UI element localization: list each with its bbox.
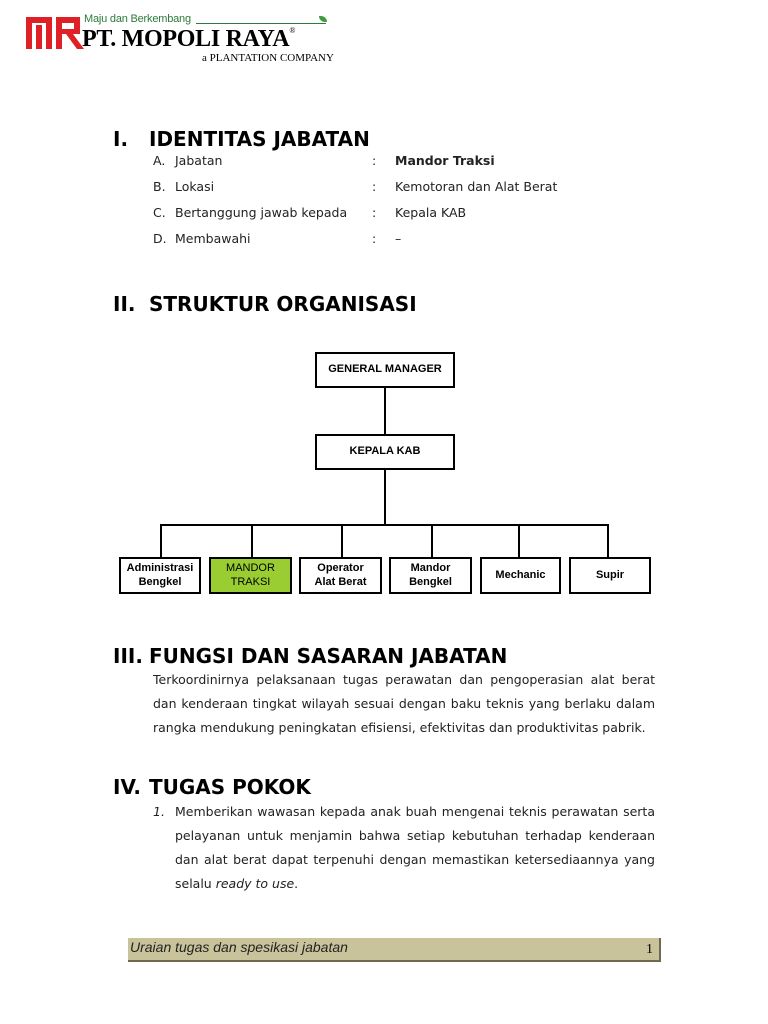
identity-letter: D. — [153, 231, 167, 246]
company-name — [82, 26, 295, 53]
org-box-administrasi-bengkel: Administrasi Bengkel — [119, 557, 201, 594]
section-number: II. — [113, 292, 136, 316]
org-connector — [431, 524, 433, 557]
identity-label: Membawahi — [175, 231, 251, 246]
section-number: I. — [113, 127, 129, 151]
org-connector — [160, 524, 609, 526]
section-number: IV. — [113, 775, 141, 799]
org-box-mandor-bengkel: Mandor Bengkel — [389, 557, 472, 594]
company-subtitle: a PLANTATION COMPANY — [202, 52, 334, 64]
identity-label: Bertanggung jawab kepada — [175, 205, 348, 220]
page-number: 1 — [646, 942, 653, 957]
page-footer — [128, 938, 661, 962]
section-title-text: FUNGSI DAN SASARAN JABATAN — [149, 644, 508, 668]
org-box-mandor-traksi: MANDOR TRAKSI — [209, 557, 292, 594]
org-box-mechanic: Mechanic — [480, 557, 561, 594]
function-paragraph: Terkoordinirnya pelaksanaan tugas perawatan dan pengoperasian alat berat dan kenderaan tingkat wilayah sesuai dengan baku teknis yang berlaku dalam rangka mendukung peningkatan efisiensi, efektivitas dan produktivitas pabrik. — [153, 672, 655, 735]
duty-emphasis: ready to use — [215, 876, 295, 891]
section-title-function — [113, 644, 507, 668]
section-title-duties — [113, 775, 311, 799]
section-title-identity — [113, 127, 370, 151]
leaf-icon — [319, 16, 327, 22]
company-name-text: PT. MOPOLI RAYA — [82, 26, 290, 52]
duty-list-item — [153, 800, 655, 896]
org-connector — [160, 524, 162, 557]
duty-number: 1. — [153, 804, 165, 819]
identity-colon: : — [372, 231, 377, 246]
identity-value: Mandor Traksi — [395, 153, 495, 168]
org-connector — [384, 469, 386, 526]
identity-letter: B. — [153, 179, 166, 194]
identity-colon: : — [372, 153, 377, 168]
section-title-text: IDENTITAS JABATAN — [149, 127, 370, 151]
org-connector — [251, 524, 253, 557]
org-connector — [384, 387, 386, 434]
duty-text — [175, 800, 655, 896]
org-box-kepala-kab: KEPALA KAB — [315, 434, 455, 470]
identity-letter: C. — [153, 205, 166, 220]
section-title-structure — [113, 292, 417, 316]
identity-letter: A. — [153, 153, 166, 168]
duty-body: Memberikan wawasan kepada anak buah mengenai teknis perawatan serta pelayanan untuk menjamin bahwa setiap kebutuhan terhadap kenderaan dan alat berat dapat terpenuhi dengan memastikan ketersediaannya yang selalu — [175, 804, 655, 891]
registered-mark: ® — [289, 26, 296, 35]
section-number: III. — [113, 644, 143, 668]
org-box-operator-alat-berat: Operator Alat Berat — [299, 557, 382, 594]
identity-colon: : — [372, 205, 377, 220]
section-title-text: STRUKTUR ORGANISASI — [149, 292, 417, 316]
identity-value: Kemotoran dan Alat Berat — [395, 179, 558, 194]
duty-suffix: . — [294, 876, 299, 891]
section-title-text: TUGAS POKOK — [149, 775, 311, 799]
identity-label: Lokasi — [175, 179, 215, 194]
org-box-general-manager: GENERAL MANAGER — [315, 352, 455, 388]
org-connector — [607, 524, 609, 557]
identity-colon: : — [372, 179, 377, 194]
identity-label: Jabatan — [175, 153, 223, 168]
identity-value: – — [395, 231, 402, 246]
mopoli-logo-icon — [26, 15, 86, 49]
identity-value: Kepala KAB — [395, 205, 467, 220]
tagline-rule — [196, 23, 326, 24]
org-connector — [518, 524, 520, 557]
org-connector — [341, 524, 343, 557]
footer-text: Uraian tugas dan spesikasi jabatan — [130, 939, 348, 955]
company-tagline: Maju dan Berkembang — [84, 13, 191, 25]
org-box-supir: Supir — [569, 557, 651, 594]
